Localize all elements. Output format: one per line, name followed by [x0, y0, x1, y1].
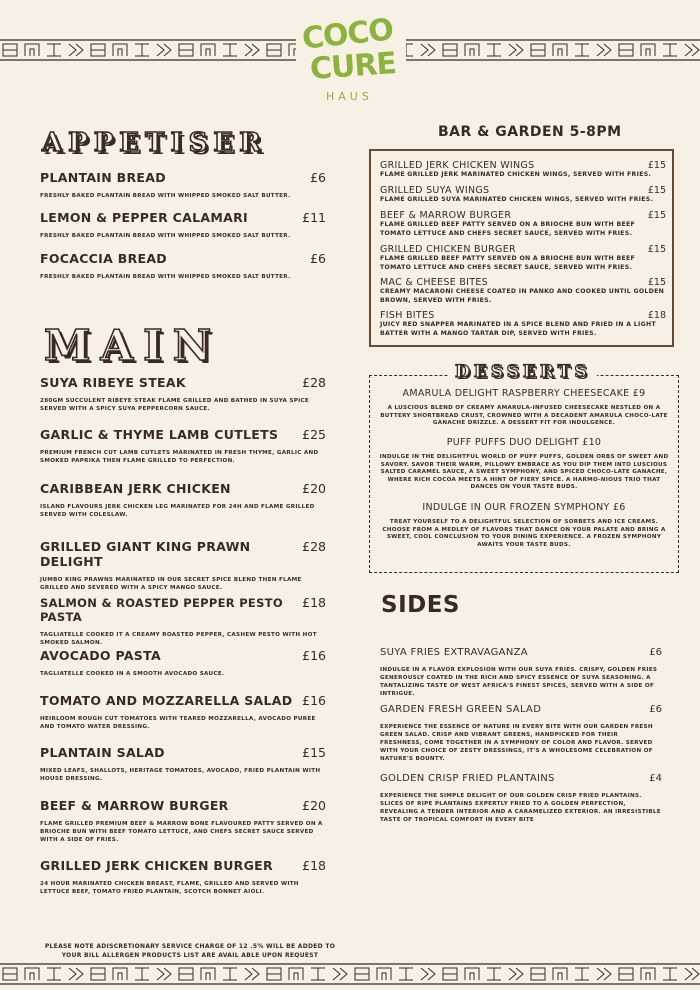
appetiser-item	[40, 251, 326, 281]
item-description: FLAME GRILLED PREMIUM BEEF & MARROW BONE FLAVOURED PATTY SERVED ON A BRIOCHE BUN WITH BEEF TOMATO LETTUCE, AND CHEFS SECRET SAUCE SERVED WITH A SIDE OF FRIES.	[40, 821, 323, 843]
item-name: PLANTAIN SALAD	[40, 745, 165, 760]
dessert-item	[379, 502, 669, 549]
side-item	[380, 773, 662, 824]
item-price: £18	[302, 858, 326, 873]
pattern-mark	[663, 44, 677, 56]
pattern-mark	[289, 968, 303, 980]
pattern-mark	[465, 44, 479, 56]
sides-title: SIDES	[381, 592, 460, 618]
item-description: PREMIUM FRENCH CUT LAMB CUTLETS MARINATED IN FRESH THYME, GARLIC AND SMOKED PAPRIKA THEN FLAME GRILLED TO PERFECTION.	[40, 450, 319, 464]
pattern-mark	[47, 968, 61, 980]
item-description: CREAMY MACARONI CHEESE COATED IN PANKO AND COOKED UNTIL GOLDEN BROWN, SERVED WITH FRIES.	[380, 288, 665, 304]
item-name: SALMON & ROASTED PEPPER PESTO PASTA	[40, 596, 283, 624]
item-price: £15	[647, 277, 666, 288]
pattern-mark	[47, 44, 61, 56]
side-item	[380, 704, 662, 763]
pattern-mark	[25, 44, 39, 56]
pattern-mark	[333, 968, 347, 980]
item-price: £6	[310, 170, 326, 185]
pattern-mark	[553, 44, 567, 56]
bar-item	[380, 185, 666, 205]
item-description: EXPERIENCE THE ESSENCE OF NATURE IN EVERY BITE WITH OUR GARDEN FRESH GREEN SALAD. CRISP AND VIBRANT GREENS, HANDPICKED FOR THEIR FRESHNESS, COME TOGETHER IN A SYMPHONY OF COLOR AND FLAVOR. SERVED WITH YOUR CHOICE OF ZESTY DRESSINGS, IT'S A WHOLESOME CELEBRATION OF NATURE'S BOUNTY.	[380, 724, 653, 762]
main-item	[40, 375, 326, 413]
pattern-mark	[575, 968, 589, 980]
item-price: £15	[647, 210, 666, 221]
pattern-mark	[641, 968, 655, 980]
item-name: LEMON & PEPPER CALAMARI	[40, 210, 248, 225]
pattern-mark	[685, 968, 699, 980]
pattern-mark	[311, 968, 325, 980]
item-name: AVOCADO PASTA	[40, 648, 161, 663]
item-name: GRILLED JERK CHICKEN WINGS	[380, 160, 535, 171]
bar-garden-title: BAR & GARDEN 5-8PM	[438, 124, 622, 140]
appetiser-item	[40, 210, 326, 240]
pattern-mark	[201, 968, 215, 980]
main-item	[40, 595, 326, 647]
bar-item	[380, 277, 666, 305]
pattern-mark	[157, 44, 171, 56]
item-description: FRESHLY BAKED PLANTAIN BREAD WITH WHIPPED SMOKED SALT BUTTER.	[40, 193, 291, 199]
pattern-mark	[157, 968, 171, 980]
pattern-mark	[597, 968, 611, 980]
dessert-item	[379, 388, 669, 428]
item-price: £20	[302, 798, 326, 813]
pattern-mark	[663, 968, 677, 980]
item-description: 280GM SUCCULENT RIBEYE STEAK FLAME GRILLED AND BATHED IN SUYA SPICE SERVED WITH A SPICY SUYA PEPPERCORN SAUCE.	[40, 398, 310, 412]
item-name: TOMATO AND MOZZARELLA SALAD	[40, 693, 293, 708]
item-price: £6	[649, 704, 662, 715]
item-price: £4	[649, 773, 662, 784]
item-name: GRILLED GIANT KING PRAWN DELIGHT	[40, 539, 251, 569]
item-description: EXPERIENCE THE SIMPLE DELIGHT OF OUR GOLDEN CRISP FRIED PLANTAINS. SLICES OF RIPE PLANTAINS EXPERTLY FRIED TO A GOLDEN PERFECTION, REVEALING A TENDER INTERIOR AND A CARAMELIZED EXTERIOR. AN IRRESISTIBLE TASTE OF TROPICAL COMFORT IN EVERY BITE	[380, 793, 661, 823]
bottom-pattern-band	[0, 962, 700, 986]
main-item	[40, 798, 326, 844]
item-name: GRILLED CHICKEN BURGER	[380, 244, 516, 255]
logo-word-coco: COCO	[300, 12, 395, 57]
item-price: £15	[647, 244, 666, 255]
pattern-mark	[465, 968, 479, 980]
pattern-mark	[377, 968, 391, 980]
bar-item	[380, 310, 666, 338]
item-name: FISH BITES	[380, 310, 435, 321]
pattern-mark	[575, 44, 589, 56]
main-item	[40, 693, 326, 731]
pattern-mark	[223, 968, 237, 980]
item-price: £20	[302, 481, 326, 496]
pattern-mark	[245, 968, 259, 980]
item-description: JUICY RED SNAPPER MARINATED IN A SPICE BLEND AND FRIED IN A LIGHT BATTER WITH A MANGO TARTAR DIP, SERVED WITH FRIES.	[380, 321, 656, 337]
main-item	[40, 745, 326, 783]
item-name: GRILLED JERK CHICKEN BURGER	[40, 858, 273, 873]
item-price: £6	[649, 647, 662, 658]
item-description: JUMBO KING PRAWNS MARINATED IN OUR SECRET SPICE BLEND THEN FLAME GRILLED AND SEVERED WITH A SPICY MANGO SAUCE.	[40, 577, 302, 591]
pattern-mark	[113, 44, 127, 56]
main-item	[40, 648, 326, 678]
item-description: TAGLIATELLE COOKED IN A SMOOTH AVOCADO SAUCE.	[40, 671, 225, 677]
pattern-mark	[223, 44, 237, 56]
item-name: PLANTAIN BREAD	[40, 170, 166, 185]
item-name: INDULGE IN OUR FROZEN SYMPHONY £6	[422, 502, 626, 513]
pattern-mark	[69, 968, 83, 980]
item-price: £6	[310, 251, 326, 266]
bar-item	[380, 160, 666, 180]
item-price: £25	[302, 427, 326, 442]
item-description: ISLAND FLAVOURS JERK CHICKEN LEG MARINATED FOR 24H AND FLAME GRILLED SERVED WITH COLESLAW.	[40, 504, 315, 518]
item-description: 24 HOUR MARINATED CHICKEN BREAST, FLAME, GRILLED AND SERVED WITH LETTUCE BEEF, TOMATO FRIED PLANTAIN, SCOTCH BONNET AIOLI.	[40, 881, 299, 895]
item-description: FRESHLY BAKED PLANTAIN BREAD WITH WHIPPED SMOKED SALT BUTTER.	[40, 274, 291, 280]
item-description: FLAME GRILLED JERK MARINATED CHICKEN WINGS, SERVED WITH FRIES.	[380, 171, 652, 178]
pattern-mark	[421, 44, 435, 56]
main-item	[40, 858, 326, 896]
item-name: SUYA RIBEYE STEAK	[40, 375, 186, 390]
item-price: £16	[302, 693, 326, 708]
pattern-mark	[685, 44, 699, 56]
item-price: £11	[302, 210, 326, 225]
item-name: BEEF & MARROW BURGER	[380, 210, 512, 221]
main-item	[40, 539, 326, 592]
item-description: INDULGE IN A FLAVOR EXPLOSION WITH OUR SUYA FRIES. CRISPY, GOLDEN FRIES GENEROUSLY COATED IN THE RICH AND SPICY ESSENCE OF SUYA SEASONING. A TANTALIZING TASTE OF WEST AFRICA'S FINEST SPICES, SERVED WITH A SIDE OF INTRIGUE.	[380, 667, 658, 697]
item-name: GARLIC & THYME LAMB CUTLETS	[40, 427, 279, 442]
item-price: £18	[647, 310, 666, 321]
item-name: BEEF & MARROW BURGER	[40, 798, 229, 813]
pattern-mark	[553, 968, 567, 980]
pattern-mark	[421, 968, 435, 980]
coco-cure-haus-logo	[296, 14, 406, 106]
pattern-mark	[399, 968, 413, 980]
item-description: A LUSCIOUS BLEND OF CREAMY AMARULA-INFUSED CHEESECAKE NESTLED ON A BUTTERY SHORTBREAD CRUST, CROWNED WITH A DECADENT AMARULA CHOCO-LATE GANACHE DRIZZLE. A DESSERT FIT FOR INDULGENCE.	[380, 405, 668, 427]
item-description: HEIRLOOM ROUGH CUT TOMATOES WITH TEARED MOZZARELLA, AVOCADO PUREE AND TOMATO WATER DRESSING.	[40, 716, 316, 730]
main-item	[40, 427, 326, 465]
pattern-mark	[641, 44, 655, 56]
bar-item	[380, 210, 666, 238]
appetiser-item	[40, 170, 326, 200]
main-title: MAIN	[44, 321, 222, 370]
item-description: FLAME GRILLED SUYA MARINATED CHICKEN WINGS, SERVED WITH FRIES.	[380, 196, 654, 203]
bar-item	[380, 244, 666, 272]
item-name: GRILLED SUYA WINGS	[380, 185, 490, 196]
side-item	[380, 647, 662, 698]
pattern-mark	[135, 44, 149, 56]
pattern-mark	[25, 968, 39, 980]
item-name: GARDEN FRESH GREEN SALAD	[380, 704, 542, 715]
item-price: £28	[302, 375, 326, 390]
item-description: INDULGE IN THE DELIGHTFUL WORLD OF PUFF PUFFS, GOLDEN ORBS OF SWEET AND SAVORY. SAVOR THEIR WARM, PILLOWY EMBRACE AS YOU DIP THEM INTO LUSCIOUS SALTED CARAMEL SAUCE, A SWEET SYMPHONY, AND SPICED CHOCO-LATE GANACHE, WHERE RICH COCOA MEETS A HINT OF FIERY SPICE. A HARMO-NIOUS TRIO THAT DANCES ON YOUR TASTE BUDS.	[379, 454, 669, 491]
item-price: £15	[302, 745, 326, 760]
item-description: FLAME GRILLED BEEF PATTY SERVED ON A BRIOCHE BUN WITH BEEF TOMATO LETTUCE AND CHEFS SECRET SAUCE, SERVED WITH FRIES.	[380, 255, 636, 271]
dessert-item	[379, 437, 669, 492]
desserts-title: DESSERTS	[455, 362, 591, 382]
item-description: TAGLIATELLE COOKED IT A CREAMY ROASTED PEPPER, CASHEW PESTO WITH HOT SMOKED SALMON.	[40, 632, 317, 646]
desserts-title-wrap	[449, 362, 597, 382]
pattern-mark	[69, 44, 83, 56]
pattern-mark	[509, 968, 523, 980]
item-price: £16	[302, 648, 326, 663]
service-charge-note: PLEASE NOTE ADISCRETIONARY SERVICE CHARGE OF 12 .5% WILL BE ADDED TO YOUR BILL ALLERGEN PRODUCTS LIST ARE AVAIL ABLE UPON REQUEST	[44, 943, 336, 959]
item-description: FRESHLY BAKED PLANTAIN BREAD WITH WHIPPED SMOKED SALT BUTTER.	[40, 233, 291, 239]
pattern-mark	[487, 968, 501, 980]
item-name: SUYA FRIES EXTRAVAGANZA	[380, 647, 528, 658]
item-name: GOLDEN CRISP FRIED PLANTAINS	[380, 773, 555, 784]
pattern-mark	[597, 44, 611, 56]
logo-word-cure: CURE	[308, 46, 398, 87]
pattern-mark	[245, 44, 259, 56]
item-name: PUFF PUFFS DUO DELIGHT £10	[446, 437, 602, 448]
item-description: TREAT YOURSELF TO A DELIGHTFUL SELECTION OF SORBETS AND ICE CREAMS. CHOOSE FROM A MEDLEY OF FLAVORS THAT DANCE ON YOUR PALATE AND BRING A SWEET, COOL CONCLUSION TO YOUR DINING EXPERIENCE. A FROZEN SYMPHONY AWAITS YOUR TASTE BUDS.	[382, 519, 666, 548]
item-name: FOCACCIA BREAD	[40, 251, 167, 266]
pattern-mark	[135, 968, 149, 980]
item-description: MIXED LEAFS, SHALLOTS, HERITAGE TOMATOES, AVOCADO, FRIED PLANTAIN WITH HOUSE DRESSING.	[40, 768, 321, 782]
appetiser-title: APPETISER	[42, 128, 267, 158]
main-item	[40, 481, 326, 519]
item-price: £18	[302, 595, 326, 610]
item-price: £15	[647, 185, 666, 196]
item-name: AMARULA DELIGHT RASPBERRY CHEESECAKE £9	[402, 388, 646, 399]
item-name: MAC & CHEESE BITES	[380, 277, 488, 288]
pattern-mark	[509, 44, 523, 56]
logo-word-haus: HAUS	[326, 90, 373, 103]
item-description: FLAME GRILLED BEEF PATTY SERVED ON A BRIOCHE BUN WITH BEEF TOMATO LETTUCE AND CHEFS SECRET SAUCE, SERVED WITH FRIES.	[380, 221, 636, 237]
pattern-mark	[201, 44, 215, 56]
item-price: £28	[302, 539, 326, 554]
pattern-mark	[487, 44, 501, 56]
pattern-mark	[113, 968, 127, 980]
item-price: £15	[647, 160, 666, 171]
item-name: CARIBBEAN JERK CHICKEN	[40, 481, 231, 496]
